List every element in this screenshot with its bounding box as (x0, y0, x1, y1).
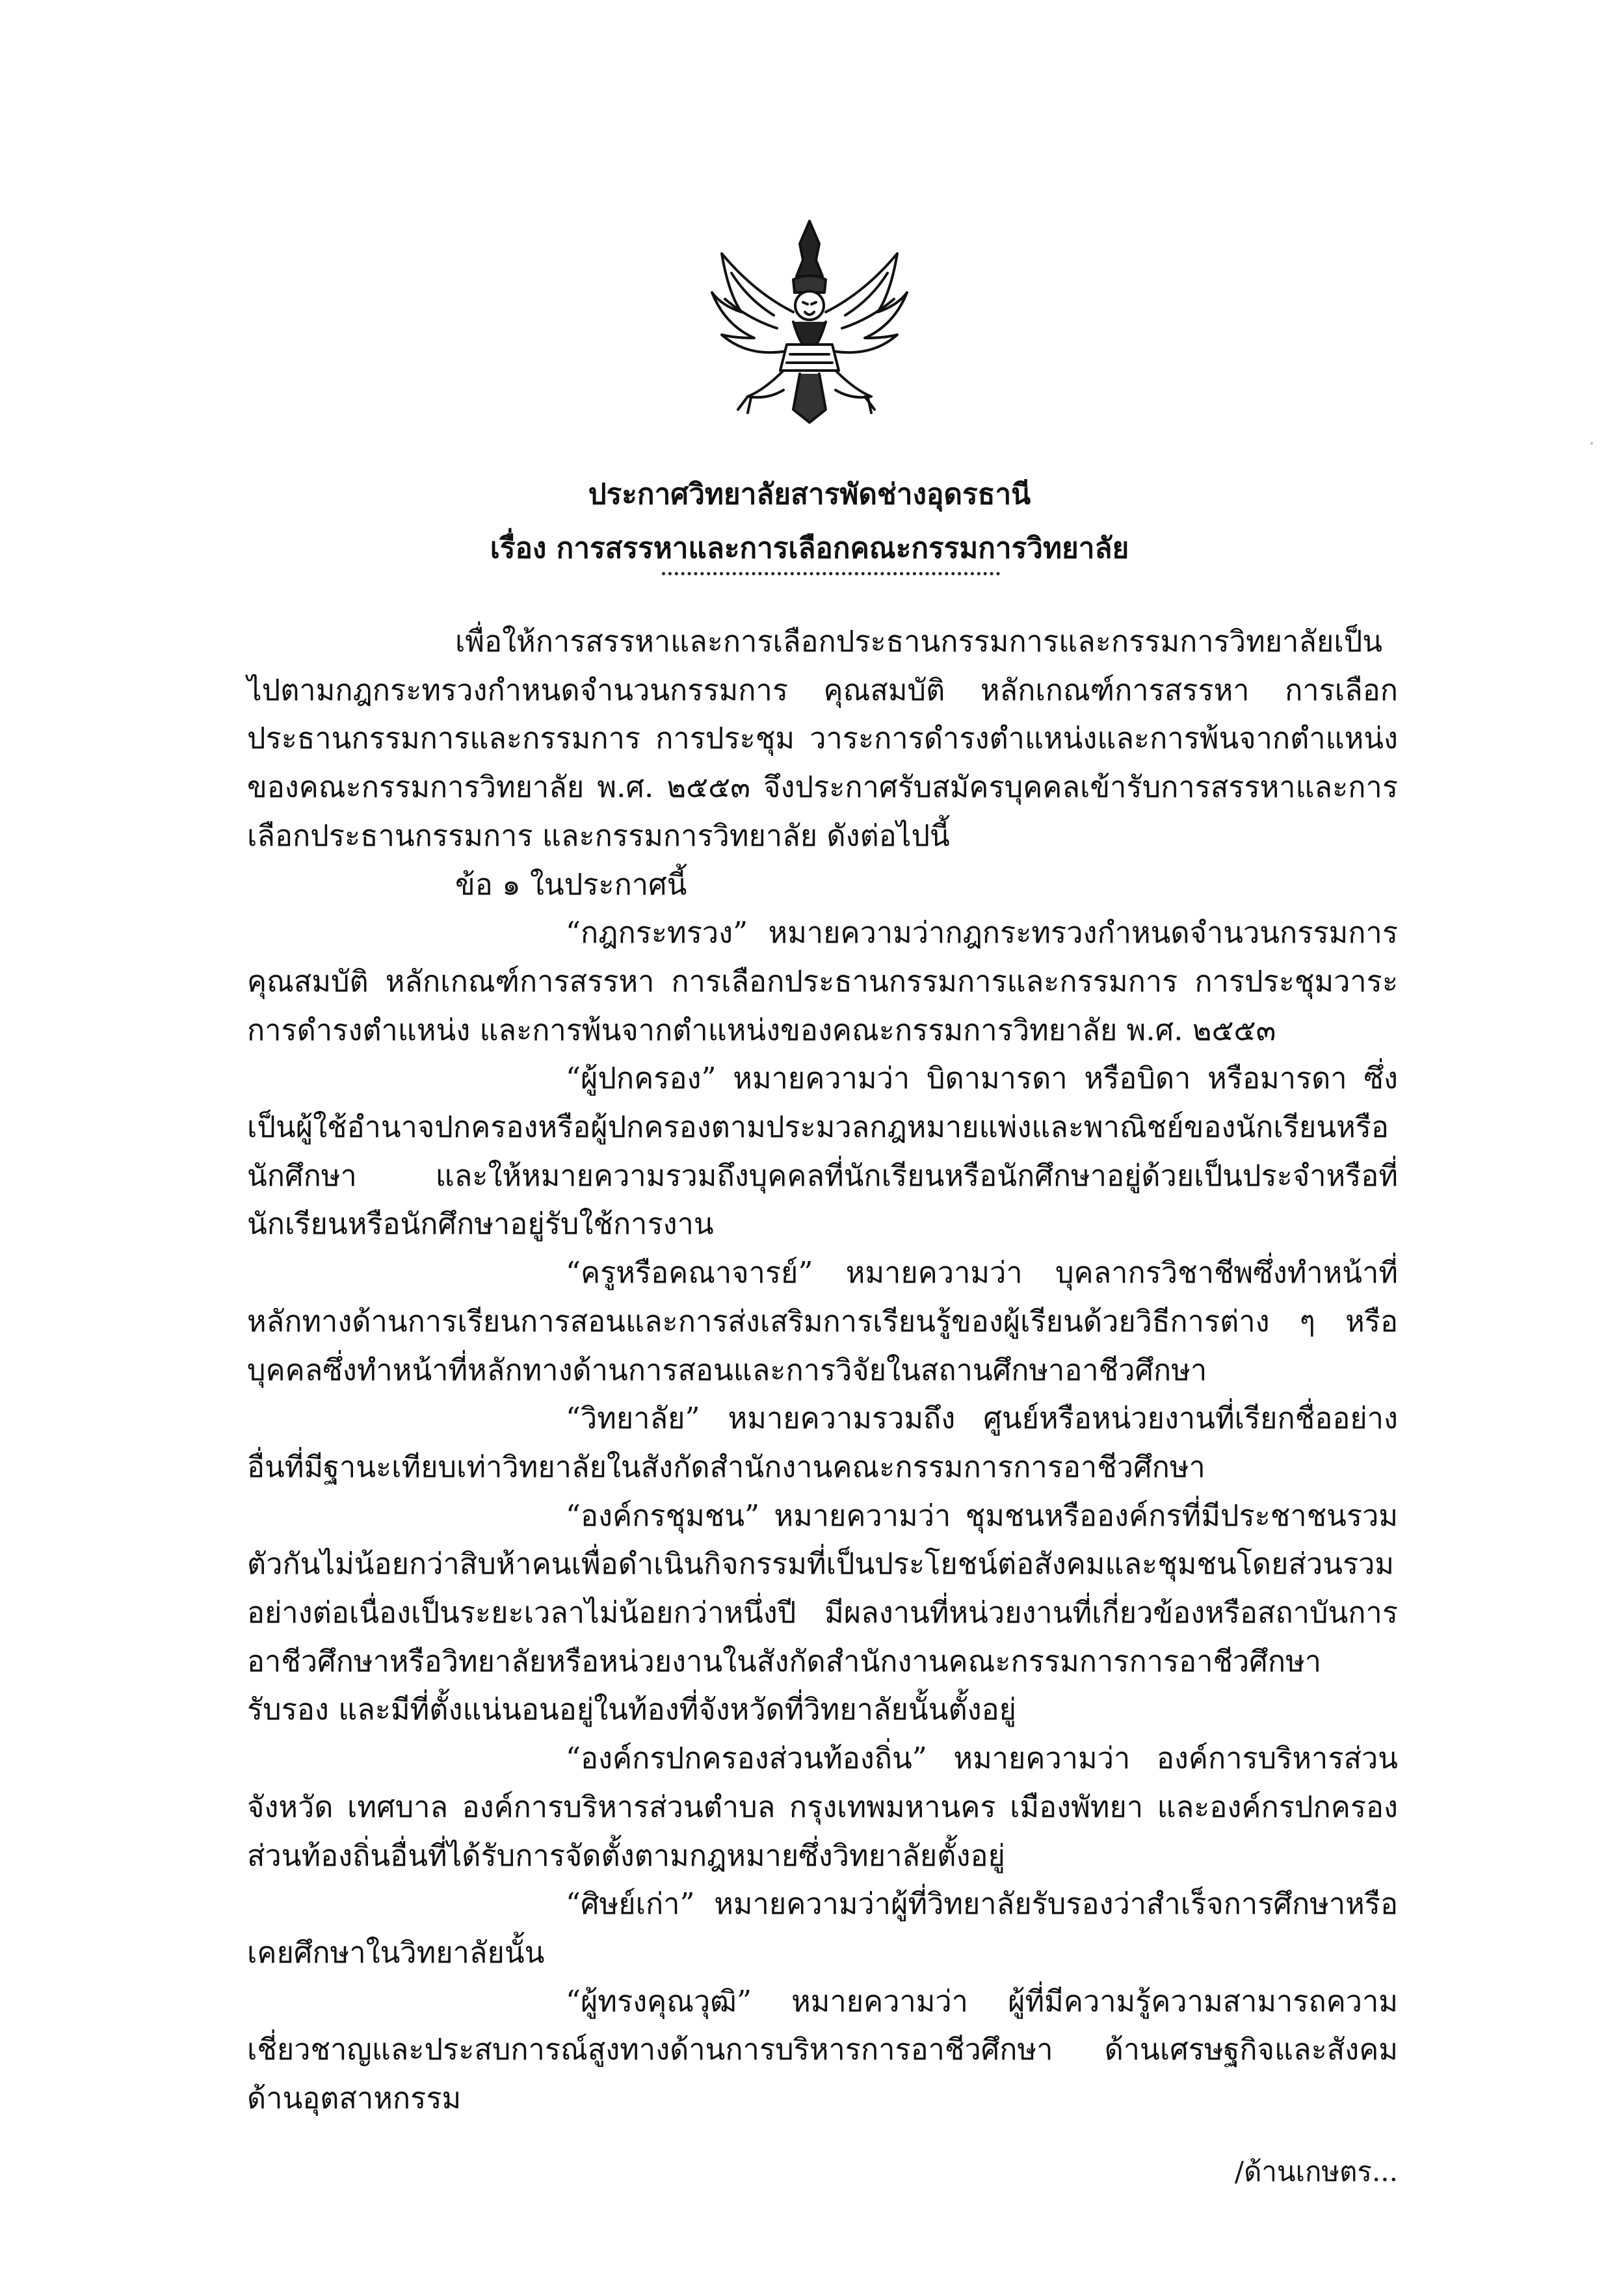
definition-teacher: “ครูหรือคณาจารย์” หมายความว่า บุคลากรวิชาชีพซึ่งทำหน้าที่หลักทางด้านการเรียนการสอนและการส่งเสริมการเรียนรู้ของผู้เรียนด้วยวิธีการต่าง ๆ หรือบุคคลซึ่งทำหน้าที่หลักทางด้านการสอนและการวิจัยในสถานศึกษาอาชีวศึกษา (247, 1255, 1398, 1387)
definition-college: “วิทยาลัย” หมายความรวมถึง ศูนย์หรือหน่วยงานที่เรียกชื่ออย่างอื่นที่มีฐานะเทียบเท่าวิทยาลัยในสังกัดสำนักงานคณะกรรมการการอาชีวศึกษา (247, 1401, 1398, 1484)
definition-guardian: “ผู้ปกครอง” หมายความว่า บิดามารดา หรือบิดา หรือมารดา ซึ่งเป็นผู้ใช้อำนาจปกครองหรือผู้ปกครองตามประมวลกฎหมายแพ่งและพาณิชย์ของนักเรียนหรือนักศึกษา และให้หมายความรวมถึงบุคคลที่นักเรียนหรือนักศึกษาอยู่ด้วยเป็นประจำหรือที่นักเรียนหรือนักศึกษาอยู่รับใช้การงาน (247, 1061, 1398, 1242)
clause-1-heading: ข้อ ๑ ในประกาศนี้ (455, 867, 687, 902)
continuation-note: /ด้านเกษตร... (1234, 2156, 1398, 2187)
intro-paragraph: เพื่อให้การสรรหาและการเลือกประธานกรรมการและกรรมการวิทยาลัยเป็นไปตามกฎกระทรวงกำหนดจำนวนกรรมการ คุณสมบัติ หลักเกณฑ์การสรรหา การเลือกประธานกรรมการและกรรมการ การประชุม วาระการดำรงตำแหน่งและการพ้นจากตำแหน่งของคณะกรรมการวิทยาลัย พ.ศ. ๒๕๕๓ จึงประกาศรับสมัครบุคคลเข้ารับการสรรหาและการเลือกประธานกรรมการ และกรรมการวิทยาลัย ดังต่อไปนี้ (247, 624, 1398, 853)
garuda-emblem-icon (702, 215, 917, 429)
announcement-title: ประกาศวิทยาลัยสารพัดช่างอุดรธานี (588, 478, 1031, 511)
dotted-divider (662, 572, 1000, 575)
scan-speck (1590, 442, 1593, 445)
definition-community-organization: “องค์กรชุมชน” หมายความว่า ชุมชนหรือองค์กรที่มีประชาชนรวมตัวกันไม่น้อยกว่าสิบห้าคนเพื่อดำเนินกิจกรรมที่เป็นประโยชน์ต่อสังคมและชุมชนโดยส่วนรวมอย่างต่อเนื่องเป็นระยะเวลาไม่น้อยกว่าหนึ่งปี มีผลงานที่หน่วยงานที่เกี่ยวข้องหรือสถาบันการอาชีวศึกษาหรือวิทยาลัยหรือหน่วยงานในสังกัดสำนักงานคณะกรรมการการอาชีวศึกษารับรอง และมีที่ตั้งแน่นอนอยู่ในท้องที่จังหวัดที่วิทยาลัยนั้นตั้งอยู่ (247, 1498, 1398, 1727)
definition-expert: “ผู้ทรงคุณวุฒิ” หมายความว่า ผู้ที่มีความรู้ความสามารถความเชี่ยวชาญและประสบการณ์สูงทางด้านการบริหารการอาชีวศึกษา ด้านเศรษฐกิจและสังคม ด้านอุตสาหกรรม (247, 1983, 1398, 2116)
announcement-subject: เรื่อง การสรรหาและการเลือกคณะกรรมการวิทยาลัย (490, 532, 1129, 565)
document-body (247, 618, 1398, 2123)
definition-local-government: “องค์กรปกครองส่วนท้องถิ่น” หมายความว่า องค์การบริหารส่วนจังหวัด เทศบาล องค์การบริหารส่วนตำบล กรุงเทพมหานคร เมืองพัทยา และองค์กรปกครองส่วนท้องถิ่นอื่นที่ได้รับการจัดตั้งตามกฎหมายซึ่งวิทยาลัยตั้งอยู่ (247, 1741, 1398, 1873)
definition-alumni: “ศิษย์เก่า” หมายความว่าผู้ที่วิทยาลัยรับรองว่าสำเร็จการศึกษาหรือเคยศึกษาในวิทยาลัยนั้น (247, 1886, 1398, 1970)
definition-ministerial-regulation: “กฎกระทรวง” หมายความว่ากฎกระทรวงกำหนดจำนวนกรรมการคุณสมบัติ หลักเกณฑ์การสรรหา การเลือกประธานกรรมการและกรรมการ การประชุมวาระการดำรงตำแหน่ง และการพ้นจากตำแหน่งของคณะกรรมการวิทยาลัย พ.ศ. ๒๕๕๓ (247, 915, 1398, 1047)
